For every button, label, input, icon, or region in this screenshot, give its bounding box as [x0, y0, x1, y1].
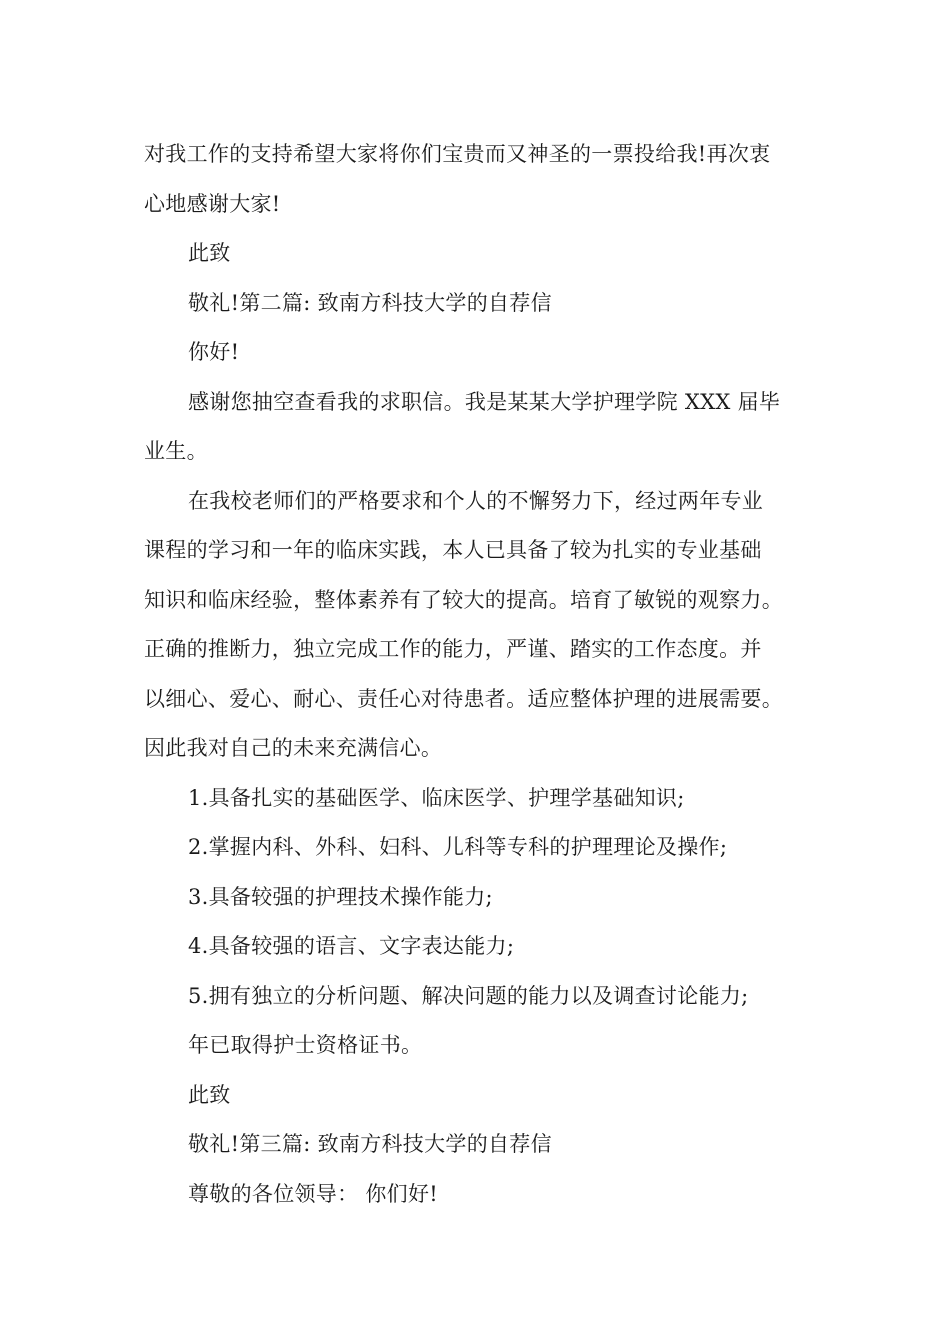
text-line: 因此我对自己的未来充满信心。 [144, 736, 443, 760]
text-line: 5.拥有独立的分析问题、解决问题的能力以及调查讨论能力; [188, 983, 749, 1008]
text-line: 此致 [188, 1082, 231, 1107]
text-line: 1.具备扎实的基础医学、临床医学、护理学基础知识; [188, 785, 685, 810]
text-line: 此致 [188, 241, 231, 265]
text-line: 感谢您抽空查看我的求职信。我是某某大学护理学院 XXX 届毕 [188, 389, 781, 414]
text-line: 正确的推断力，独立完成工作的能力，严谨、踏实的工作态度。并 [144, 637, 762, 661]
text-line: 3.具备较强的护理技术操作能力; [188, 884, 493, 909]
text-line: 业生。 [144, 439, 208, 463]
text-line: 敬礼!第二篇: 致南方科技大学的自荐信 [188, 290, 552, 315]
text-line: 对我工作的支持希望大家将你们宝贵而又神圣的一票投给我!再次衷 [144, 142, 771, 166]
text-line: 2.掌握内科、外科、妇科、儿科等专科的护理理论及操作; [188, 835, 728, 859]
text-line: 尊敬的各位领导： 你们好! [188, 1181, 439, 1206]
text-line: 知识和临床经验，整体素养有了较大的提高。培育了敏锐的观察力。 [144, 587, 783, 612]
text-line: 年已取得护士资格证书。 [188, 1033, 423, 1057]
text-line: 敬礼!第三篇: 致南方科技大学的自荐信 [188, 1132, 552, 1156]
text-line: 课程的学习和一年的临床实践，本人已具备了较为扎实的专业基础 [144, 538, 762, 562]
document-body [144, 130, 824, 1219]
text-line: 4.具备较强的语言、文字表达能力; [188, 934, 515, 958]
text-line: 你好! [188, 340, 240, 364]
text-line: 在我校老师们的严格要求和个人的不懈努力下，经过两年专业 [188, 488, 764, 513]
text-line: 心地感谢大家! [144, 191, 281, 216]
text-line: 以细心、爱心、耐心、责任心对待患者。适应整体护理的进展需要。 [144, 686, 783, 711]
